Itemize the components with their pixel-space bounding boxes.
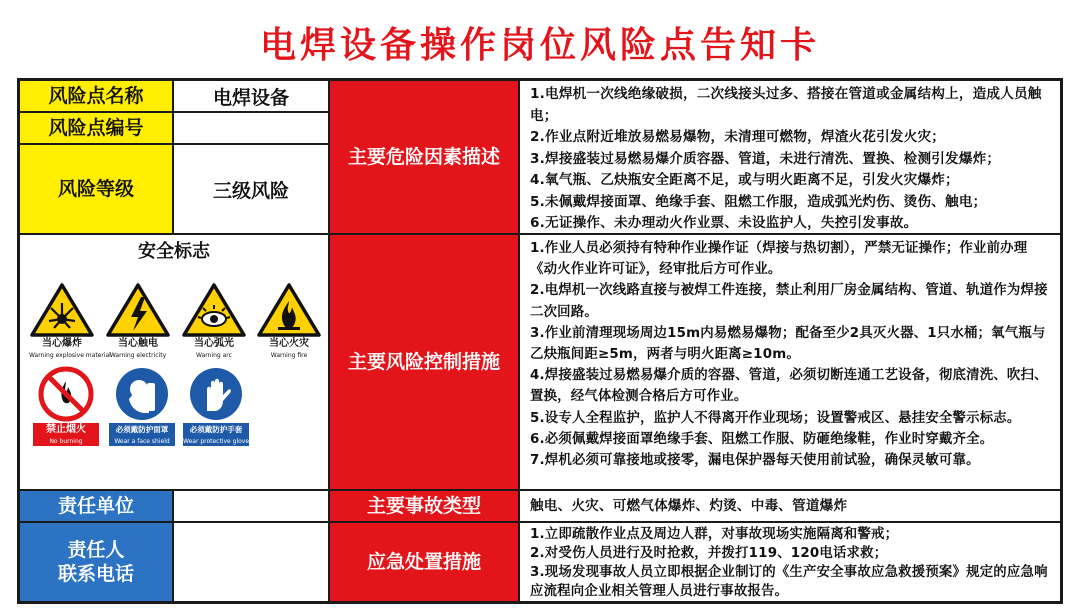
hazard-item: 6.无证操作、未办理动火作业票、未设监护人，失控引发事故。 <box>530 215 918 231</box>
main-hazards-header <box>329 80 519 234</box>
safety-signs-panel <box>19 234 329 490</box>
electric-shock-warning-icon <box>105 281 171 337</box>
risk-level-label-cell <box>19 144 173 234</box>
responsible-unit-label: 责任单位 <box>57 495 134 517</box>
responsible-unit-label-cell <box>19 490 173 522</box>
risk-point-name-value: 电焊设备 <box>212 86 289 109</box>
control-item: 7.焊机必须可靠接地或接零，漏电保护器每天使用前试验，确保灵敏可靠。 <box>530 453 980 469</box>
sign-subcaption: Warning electricity <box>109 352 167 359</box>
hazard-item: 5.未佩戴焊接面罩、绝缘手套、阻燃工作服，造成弧光灼伤、烫伤、触电； <box>530 193 987 210</box>
emergency-label: 应急处置措施 <box>366 551 481 573</box>
risk-point-number-label-cell <box>19 112 173 144</box>
control-item: 3.作业前清理现场周边15m内易燃易爆物；配备至少2具灭火器、1只水桶；氧气瓶与乙炔瓶间距≥5m，两者与明火距离≥10m。 <box>530 325 1046 363</box>
sign-subcaption: Warning fire <box>270 352 308 359</box>
gloves-mandatory-icon <box>183 365 249 423</box>
hazard-item: 1.电焊机一次线绝缘破损，二次线接头过多、搭接在管道或金属结构上，造成人员触电； <box>530 86 1042 124</box>
accident-types-cell <box>519 490 1061 522</box>
fire-warning-icon <box>256 281 322 337</box>
sign-explosion <box>29 281 111 360</box>
responsible-person-label: 责任人 <box>67 539 125 561</box>
hazard-item: 2.作业点附近堆放易燃易爆物，未清理可燃物，焊渣火花引发火灾； <box>530 129 946 145</box>
main-hazards-list <box>519 80 1061 234</box>
sign-face-shield <box>109 365 175 446</box>
sign-subcaption: Warning explosive material <box>29 352 111 359</box>
control-item: 2.电焊机一次线路直接与被焊工件连接，禁止利用厂房金属结构、管道、轨道作为焊接二次回路。 <box>530 283 1048 320</box>
sign-subcaption: No burning <box>33 437 99 446</box>
main-controls-label: 主要风险控制措施 <box>347 351 500 373</box>
responsible-contact-value-cell <box>173 522 329 602</box>
risk-point-number-label: 风险点编号 <box>48 117 144 139</box>
accident-types-value: 触电、火灾、可燃气体爆炸、灼烫、中毒、管道爆炸 <box>530 498 848 514</box>
sign-electric-shock <box>105 281 171 360</box>
control-item: 1.作业人员必须持有特种作业操作证（焊接与热切割），严禁无证操作；作业前办理《动火作业许可证》，经审批后方可作业。 <box>530 241 1028 278</box>
face-shield-mandatory-icon <box>109 365 175 423</box>
emergency-item: 1.立即疏散作业点及周边人群，对事故现场实施隔离和警戒； <box>530 527 899 542</box>
accident-types-header <box>329 490 519 522</box>
emergency-list <box>519 522 1061 602</box>
sign-caption: 当心火灾 <box>269 338 309 349</box>
responsible-unit-value-cell <box>173 490 329 522</box>
accident-types-label: 主要事故类型 <box>366 495 481 517</box>
sign-caption: 当心爆炸 <box>29 337 95 351</box>
emergency-header <box>329 522 519 602</box>
risk-card <box>17 78 1063 604</box>
risk-level-label: 风险等级 <box>57 178 134 200</box>
sign-caption: 当心触电 <box>105 337 171 351</box>
emergency-item: 3.现场发现事故人员立即根据企业制订的《生产安全事故应急救援预案》规定的应急响应流程向企业相关管理人员进行事故报告。 <box>530 565 1048 599</box>
main-hazards-label: 主要危险因素描述 <box>347 146 500 168</box>
control-item: 6.必须佩戴焊接面罩绝缘手套、阻燃工作服、防砸绝缘鞋，作业时穿戴齐全。 <box>530 431 994 447</box>
risk-level-value-cell <box>173 144 329 234</box>
safety-signs-title: 安全标志 <box>138 241 210 262</box>
explosion-warning-icon <box>29 281 95 337</box>
hazard-item: 4.氧气瓶、乙炔瓶安全距离不足，或与明火距离不足，引发火灾爆炸； <box>530 172 959 188</box>
hazard-item: 3.焊接盛装过易燃易爆介质容器、管道，未进行清洗、置换、检测引发爆炸； <box>530 150 1001 167</box>
sign-subcaption: Wear a face shield <box>109 437 175 446</box>
sign-no-smoking <box>33 365 99 446</box>
sign-subcaption: Warning arc <box>196 352 232 359</box>
sign-fire <box>256 281 322 360</box>
sign-gloves <box>183 365 253 446</box>
responsible-contact-label-cell <box>19 522 173 602</box>
no-smoking-icon <box>33 365 99 423</box>
page-title: 电焊设备操作岗位风险点告知卡 <box>259 25 820 66</box>
main-controls-header <box>329 234 519 490</box>
sign-arc-light <box>181 281 247 360</box>
contact-phone-label: 联系电话 <box>57 563 134 585</box>
emergency-item: 2.对受伤人员进行及时抢救，并拨打119、120电话求救； <box>530 546 888 561</box>
sign-caption: 必须戴防护面罩 <box>109 423 175 437</box>
risk-level-value: 三级风险 <box>212 179 289 202</box>
control-item: 4.焊接盛装过易燃易爆介质的容器、管道，必须切断连通工艺设备，彻底清洗、吹扫、置换，经气体检测合格后方可作业。 <box>530 368 1048 405</box>
risk-point-number-value-cell <box>173 112 329 144</box>
sign-caption: 禁止烟火 <box>33 423 99 437</box>
risk-point-name-label: 风险点名称 <box>48 85 144 107</box>
sign-caption: 当心弧光 <box>181 337 247 351</box>
control-item: 5.设专人全程监护，监护人不得离开作业现场；设置警戒区、悬挂安全警示标志。 <box>530 410 1021 426</box>
arc-light-warning-icon <box>181 281 247 337</box>
main-controls-list <box>519 234 1061 490</box>
risk-point-name-label-cell <box>19 80 173 112</box>
sign-caption: 必须戴防护手套 <box>183 423 249 437</box>
sign-subcaption: Wear protective gloves <box>183 438 253 445</box>
risk-point-name-value-cell <box>173 80 329 112</box>
